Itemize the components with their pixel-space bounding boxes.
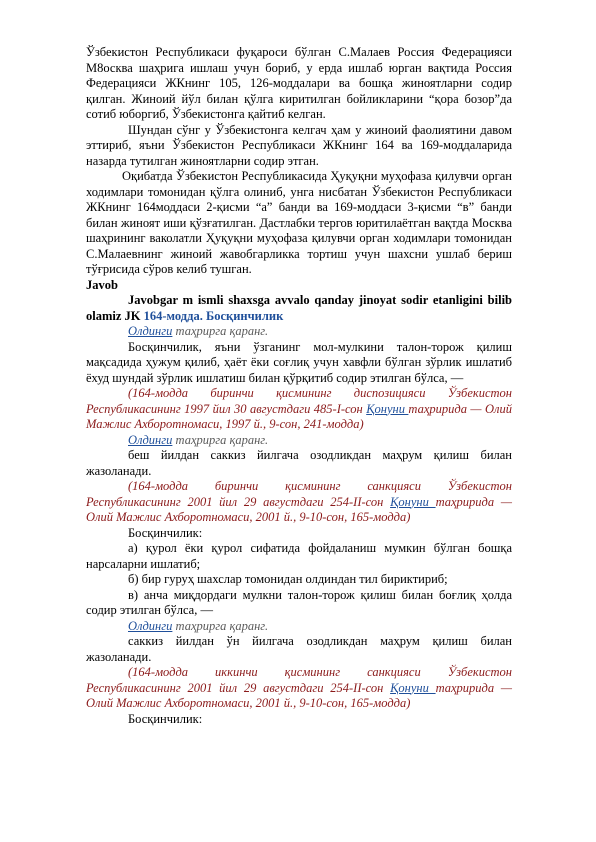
amendment-note-1-tail: таҳририда — Олий Мажлис Ахборотномаси, 1997 й., 9-сон, 241-модда) (86, 401, 512, 431)
paragraph-case-continuation: Шундан сўнг у Ўзбекистонга келгач ҳам у жиноий фаолиятини давом эттириб, яъни Ўзбекистон Республикаси ЖКнинг 164 ва 169-моддаларида назарда тутилган жиноятларни содир этган. (86, 122, 512, 168)
aggravating-item-a: а) қурол ёки қурол сифатида фойдаланиш мумкин бўлган бошқа нарсаларни ишлатиб; (86, 541, 512, 571)
prev-edition-line-1 (86, 324, 512, 340)
prev-edition-text-3: таҳрирга қаранг. (175, 618, 269, 633)
paragraph-case-outcome: Оқибатда Ўзбекистон Республикасида Ҳуқуқни муҳофаза қилувчи орган ходимлари томонидан қўлга олиниб, унга нисбатан Ўзбекистон Республикаси ЖКнинг 164моддаси 2-қисми “а” банди ва 169-моддаси 3-қисми “в” банди билан жиноят иши қўзғатилган. Дастлабки тергов юритилаётган вақтда Москва шаҳрининг ваколатли Ҳуқуқни муҳофаза қилувчи орган ходимлари томонидан С.Малаевнинг жиноий жавобгарликка тортиш учун шахсни ушлаб бериш тўғрисида сўров келиб тушган. (86, 169, 512, 276)
amendment-note-1 (86, 386, 512, 433)
answer-heading: Javob (86, 277, 118, 292)
law-link-3[interactable]: Қонуни (390, 680, 436, 695)
prev-edition-text-2: таҳрирга қаранг. (175, 432, 269, 447)
article-definition: Босқинчилик, яъни ўзганинг мол-мулкини талон-торож қилиш мақсадида ҳужум қилиб, ҳаёт ёки соғлиқ учун хавфли бўлган зўрлик ишлатиб ёхуд шундай зўрлик ишлатиш билан қўрқитиб содир этилган бўлса, — (86, 339, 512, 385)
prev-edition-text: таҳрирга қаранг. (175, 324, 269, 338)
aggravating-item-v: в) анча миқдордаги мулкни талон-торож қилиш билан боғлиқ ҳолда содир этилган бўлса, — (86, 587, 512, 617)
answer-question-text: Javobgar m ismli shaxsga avvalo qanday jinoyat sodir etanligini bilib olamiz JK (86, 293, 512, 323)
sanction-part-2: саккиз йилдан ўн йилгача озодликдан маҳрум қилиш билан жазоланади. (86, 634, 512, 664)
amendment-note-3-tail: таҳририда — Олий Мажлис Ахборотномаси, 2001 й., 9-10-сон, 165-модда) (86, 680, 512, 710)
amendment-note-2-tail: таҳририда — Олий Мажлис Ахборотномаси, 2001 й., 9-10-сон, 165-модда) (86, 494, 512, 524)
prev-edition-line-3 (86, 619, 512, 635)
amendment-note-3-text: (164-модда иккинчи қисмининг санкцияси Ўзбекистон Республикасининг 2001 йил 29 августдаги 254-II-сон (86, 665, 512, 695)
amendment-note-1-text: (164-модда биринчи қисмининг диспозицияси Ўзбекистон Республикасининг 1997 йил 30 августдаги 485-I-сон (86, 386, 512, 416)
prev-edition-link-2[interactable]: Олдинги (128, 432, 173, 447)
amendment-note-3 (86, 665, 512, 712)
article-title-link[interactable]: 164-модда. Босқинчилик (143, 308, 284, 323)
prev-edition-link[interactable]: Олдинги (128, 324, 173, 338)
answer-question (86, 293, 512, 324)
law-link-1[interactable]: Қонуни (366, 401, 409, 416)
law-link-2[interactable]: Қонуни (390, 494, 436, 509)
sanction-part-1: беш йилдан саккиз йилгача озодликдан маҳрум қилиш билан жазоланади. (86, 448, 512, 478)
robbery-heading-2: Босқинчилик: (128, 711, 203, 726)
aggravating-item-b: б) бир гуруҳ шахслар томонидан олдиндан тил бириктириб; (128, 572, 448, 586)
prev-edition-line-2 (86, 433, 512, 449)
prev-edition-link-3[interactable]: Олдинги (128, 618, 173, 633)
amendment-note-2-text: (164-модда биринчи қисмининг санкцияси Ўзбекистон Республикасининг 2001 йил 29 августдаги 254-II-сон (86, 479, 512, 509)
paragraph-case-intro: Ўзбекистон Республикаси фуқароси бўлган С.Малаев Россия Федерацияси М8осква шаҳрига ишлаш учун бориб, у ерда ишлаб юрган вақтида Россия Федерацияси ЖКнинг 105, 126-моддалари ва бошқа жиноятларни содир қилган. Жиноий йўл билан қўлга киритилган бойликларини “қора бозор”да сотиб юборгиб, Ўзбекистонга қайтиб келган. (86, 45, 512, 121)
amendment-note-2 (86, 479, 512, 526)
robbery-heading-1: Босқинчилик: (128, 525, 203, 540)
